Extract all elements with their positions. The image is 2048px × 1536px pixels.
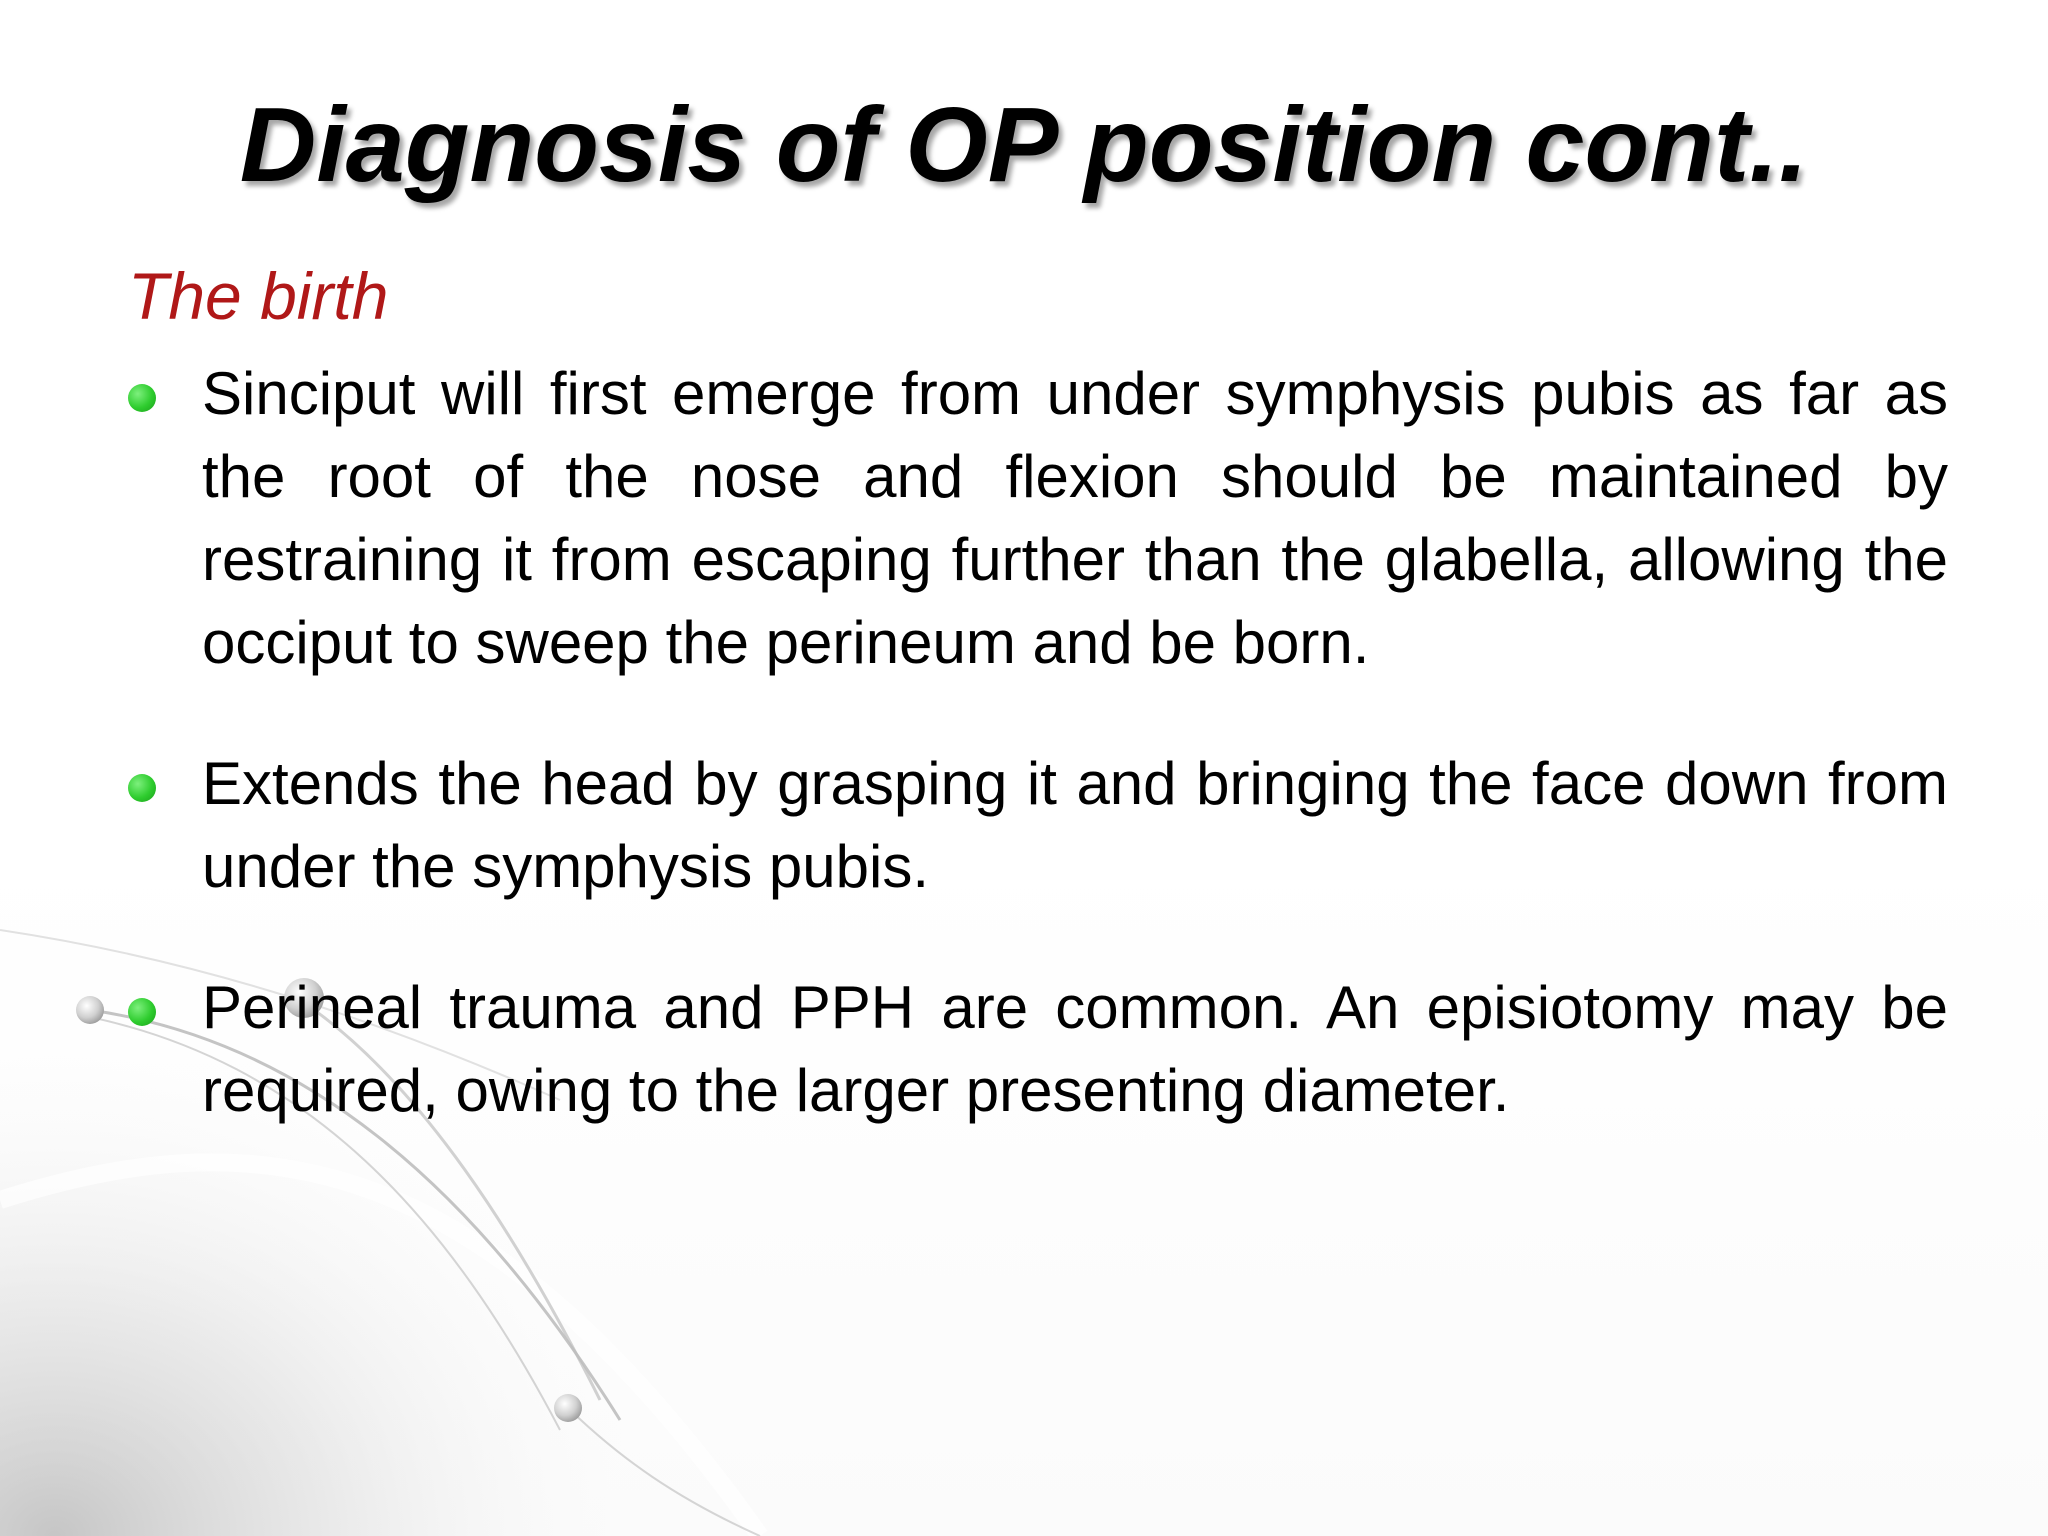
bullet-item	[128, 352, 1948, 684]
bullet-text: Sinciput will first emerge from under symphysis pubis as far as the root of the nose and flexion should be maintained by restraining it from escaping further than the glabella, allowing the occiput to sweep the perineum and be born.	[202, 360, 1948, 676]
green-bullet-icon	[128, 384, 156, 412]
slide-title: Diagnosis of OP position cont..	[239, 86, 1809, 204]
section-subtitle: The birth	[128, 259, 389, 333]
green-bullet-icon	[128, 998, 156, 1026]
bullet-text: Perineal trauma and PPH are common. An episiotomy may be required, owing to the larger presenting diameter.	[202, 974, 1948, 1124]
bullet-list	[128, 352, 1948, 1132]
bullet-text: Extends the head by grasping it and bringing the face down from under the symphysis pubis.	[202, 750, 1948, 900]
bullet-item	[128, 742, 1948, 908]
bullet-item	[128, 966, 1948, 1132]
green-bullet-icon	[128, 774, 156, 802]
